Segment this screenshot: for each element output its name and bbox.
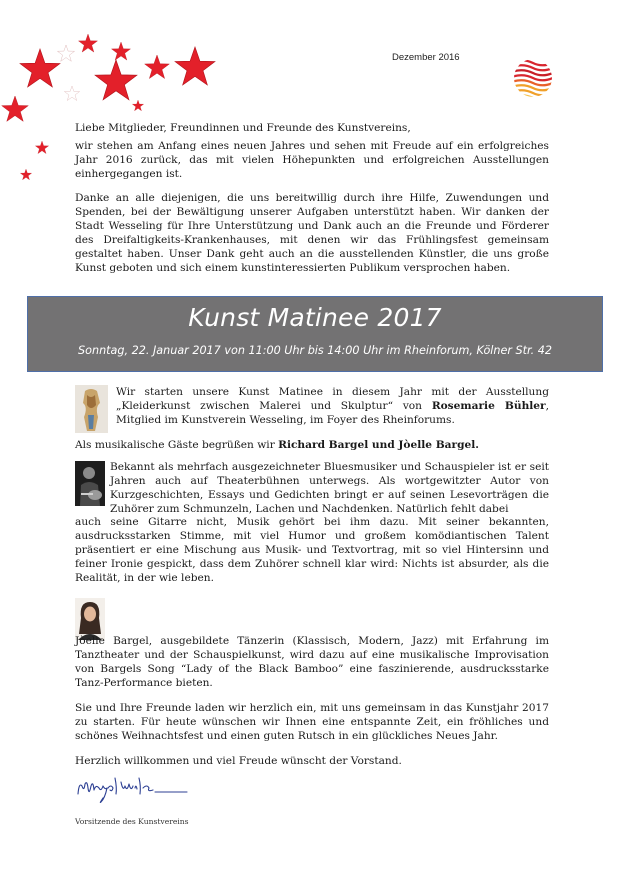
- joelle-bio: Jòelle Bargel, ausgebildete Tänzerin (Klassisch, Modern, Jazz) mit Erfahrung im Tanztheater und der Schauspielkunst, wird dazu auf eine musikalische Improvisation von Bargels Song “Lady of the Black Bamboo” eine faszinierende, ausdrucksstarke Tanz-Performance bieten.: [75, 635, 549, 689]
- kunstverein-logo-icon: [513, 58, 553, 98]
- event-title: Kunst Matinee 2017: [188, 303, 442, 332]
- letter-paragraph-2: Danke an alle diejenigen, die uns bereitwillig durch ihre Hilfe, Zuwendungen und Spenden, bei der Bewältigung unserer Aufgaben unterstützt haben. Wir danken der Stadt Wesseling für Ihre Unterstützung und Dank auch an die Freunde und Förderer des Dreifaltigkeits-Krankenhauses, mit denen wir das Frühlingsfest gemeinsam gestaltet haben. Unser Dank geht auch an die ausstellenden Künstler, die uns große Kunst geboten und sich einem kunstinteressierten Publikum versprochen haben.: [75, 192, 549, 274]
- event-banner: [27, 296, 603, 372]
- musical-guests: [75, 438, 549, 452]
- program-intro-text-end: , Mitglied im Kunstverein Wesseling, im Foyer des Rheinforums.: [116, 400, 550, 426]
- musician-photo: [75, 461, 105, 506]
- letter-date: Dezember 2016: [392, 52, 460, 63]
- musical-guests-text: Als musikalische Gäste begrüßen wir: [75, 439, 279, 451]
- artwork-thumbnail: [75, 385, 108, 433]
- handwritten-signature-icon: [75, 772, 195, 808]
- closing-line: Herzlich willkommen und viel Freude wünscht der Vorstand.: [75, 755, 402, 767]
- program-intro-text: Wir starten unsere Kunst Matinee in diesem Jahr mit der Ausstellung „Kleiderkunst zwischen Malerei und Skulptur“ von: [116, 386, 549, 412]
- artist-name: Rosemarie Bühler: [431, 400, 546, 412]
- bargel-bio-part-2: auch seine Gitarre nicht, Musik gehört bei ihm dazu. Mit seiner bekannten, ausdrucksstarken Stimme, mit viel Humor und großem komödiantischen Talent präsentiert er eine Mischung aus Musik- und Textvortrag, mit so viel Hintersinn und feiner Ironie gespickt, dass dem Zuhörer schnell klar wird: Nichts ist absurder, als die Realität, in der wie leben.: [75, 516, 549, 584]
- program-intro: [116, 385, 549, 427]
- event-date-location: Sonntag, 22. Januar 2017 von 11:00 Uhr bis 14:00 Uhr im Rheinforum, Kölner Str. 42: [78, 344, 552, 357]
- signatory-role: Vorsitzende des Kunstvereins: [75, 817, 189, 826]
- invitation-paragraph: Sie und Ihre Freunde laden wir herzlich ein, mit uns gemeinsam in das Kunstjahr 2017 zu starten. Für heute wünschen wir Ihnen eine entspannte Zeit, ein fröhliches und schönes Weihnachtsfest und einen guten Rutsch in ein glückliches Neues Jahr.: [75, 702, 549, 742]
- bargel-bio-part-1: Bekannt als mehrfach ausgezeichneter Bluesmusiker und Schauspieler ist er seit Jahren auch auf Theaterbühnen unterwegs. Als wortgewitzter Autor von Kurzgeschichten, Essays und Gedichten bringt er auf seinen Lesevorträgen die Zuhörer zum Schmunzeln, Lachen und Nachdenken. Natürlich fehlt dabei: [110, 461, 549, 515]
- letter-paragraph-1: wir stehen am Anfang eines neuen Jahres und sehen mit Freude auf ein erfolgreiches Jahr 2016 zurück, das mit vielen Höhepunkten und erfolgreichen Ausstellungen einhergegangen ist.: [75, 140, 549, 180]
- musical-guests-names: Richard Bargel und Jòelle Bargel.: [278, 439, 479, 451]
- letter-salutation: Liebe Mitglieder, Freundinnen und Freunde des Kunstvereins,: [75, 122, 411, 134]
